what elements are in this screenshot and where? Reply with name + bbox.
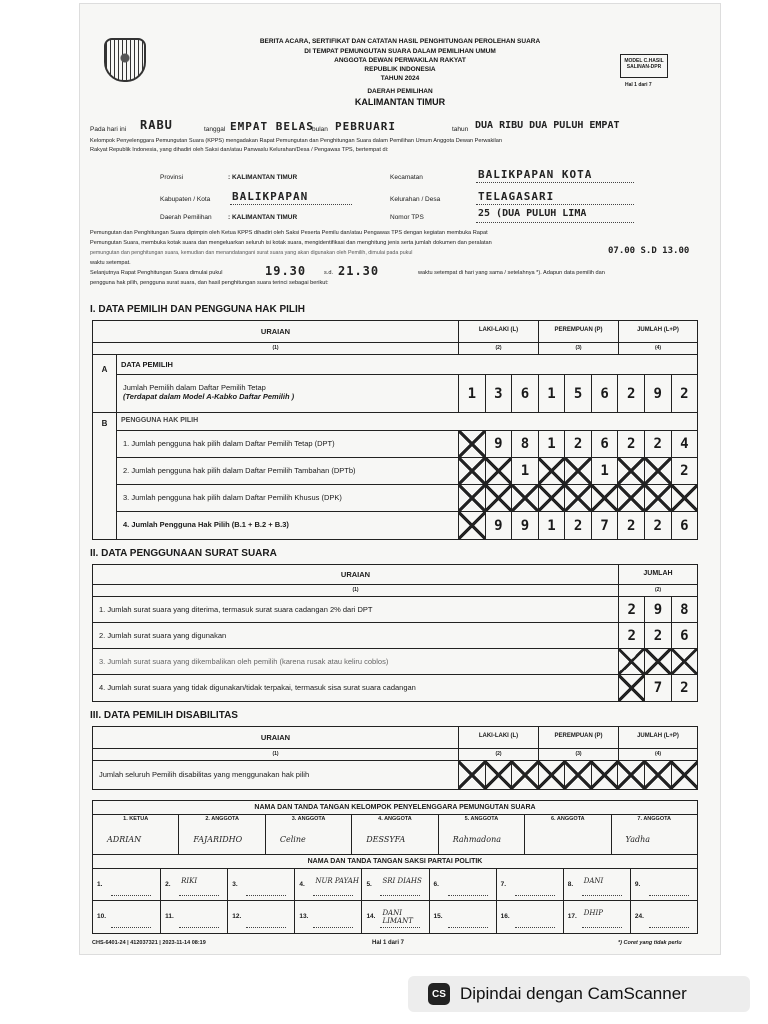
- kpps-signature: Yadha: [625, 835, 651, 844]
- saksi-slot-10: [93, 901, 160, 933]
- a-digit-cell-5: 6: [591, 375, 618, 412]
- s3-digit-cell-0: [459, 761, 485, 789]
- para-4: waktu setempat.: [90, 260, 131, 266]
- b2-digit-cell-7: [644, 458, 671, 484]
- saksi-slot-11: [160, 901, 227, 933]
- s3-digit-cell-3: [538, 761, 565, 789]
- para-5b: waktu setempat di hari yang sama / setelahnya *). Adapun data pemilih dan: [418, 270, 605, 276]
- saksi-number: 14.: [366, 913, 376, 920]
- saksi-slot-5: [361, 869, 428, 901]
- s2r2-digit-cell-2: 6: [671, 623, 697, 648]
- tps-label: Nomor TPS: [390, 214, 424, 221]
- saksi-title: NAMA DAN TANDA TANGAN SAKSI PARTAI POLITIK: [93, 855, 697, 869]
- footer-page: Hal 1 dari 7: [372, 940, 405, 946]
- section2-title: II. DATA PENGGUNAAN SURAT SUARA: [90, 548, 277, 559]
- s2-num1: (1): [93, 585, 619, 597]
- s3-num2: (2): [459, 749, 539, 761]
- kpps-role: 2. ANGGOTA: [205, 816, 239, 822]
- header-line3: ANGGOTA DEWAN PERWAKILAN RAKYAT: [334, 57, 466, 64]
- kpps-member-2: [178, 815, 264, 854]
- kabupaten-value: BALIKPAPAN: [232, 190, 309, 203]
- kecamatan-value: BALIKPAPAN KOTA: [478, 168, 593, 181]
- a-digit-cell-6: 2: [617, 375, 644, 412]
- saksi-signature: DANI: [583, 877, 604, 885]
- b2-digit-cell-8: 2: [671, 458, 698, 484]
- b3-digit-cell-2: [511, 485, 538, 511]
- saksi-number: 4.: [299, 881, 305, 888]
- saksi-number: 8.: [567, 881, 574, 888]
- provinsi-label: Provinsi: [160, 174, 184, 181]
- section2-table: [92, 564, 698, 702]
- kpps-signature: FAJARIDHO: [193, 835, 243, 844]
- document-page: [80, 4, 720, 954]
- s2r3-digit-cell-2: [671, 649, 697, 674]
- start-time: 19.30: [265, 264, 307, 278]
- s2-col-uraian: URAIAN: [93, 565, 619, 585]
- b1-digit-cell-2: 8: [511, 431, 538, 457]
- s2-row-1-digits: [619, 597, 697, 623]
- b3-digit-cell-7: [644, 485, 671, 511]
- saksi-number: 16.: [500, 913, 510, 920]
- tanggal-label: tanggal: [204, 126, 226, 133]
- saksi-number: 11.: [165, 913, 174, 920]
- s2r1-digit-cell-1: 9: [644, 597, 670, 622]
- b3-digit-cell-0: [459, 485, 485, 511]
- s2-num2: (2): [619, 585, 697, 597]
- saksi-number: 6.: [433, 881, 439, 888]
- saksi-number: 9.: [634, 881, 641, 888]
- s2r2-digit-cell-1: 2: [644, 623, 670, 648]
- s2r4-digit-cell-2: 2: [671, 675, 697, 701]
- b1-digit-cell-6: 2: [617, 431, 644, 457]
- s1-a-row1-sub: (Terdapat dalam Model A-Kabko Daftar Pemilih ): [123, 392, 295, 401]
- a-digit-cell-3: 1: [538, 375, 565, 412]
- a-digit-cell-7: 9: [644, 375, 671, 412]
- b1-digit-cell-0: [459, 431, 485, 457]
- s1-col-j: JUMLAH (L+P): [619, 321, 697, 343]
- kpps-title: NAMA DAN TANDA TANGAN KELOMPOK PENYELENGGARA PEMUNGUTAN SUARA: [93, 801, 697, 815]
- kpps-role: 4. ANGGOTA: [378, 816, 412, 822]
- saksi-number: 7.: [500, 881, 507, 888]
- daerah-pemilihan-value: : KALIMANTAN TIMUR: [228, 214, 298, 221]
- s2-col-j: JUMLAH: [619, 565, 697, 585]
- kpps-member-1: [93, 815, 178, 854]
- saksi-slot-3: [227, 869, 294, 901]
- s2-row-3-digits: [619, 649, 697, 675]
- b1-digit-cell-7: 2: [644, 431, 671, 457]
- saksi-slot-2: [160, 869, 227, 901]
- s3-digit-cell-2: [511, 761, 538, 789]
- b4-digit-cell-2: 9: [511, 512, 538, 539]
- s3-digit-cell-5: [591, 761, 618, 789]
- s3-digit-cell-8: [671, 761, 698, 789]
- camscanner-label: Dipindai dengan CamScanner: [460, 984, 687, 1003]
- kpps-role: 1. KETUA: [123, 816, 149, 822]
- b1-digit-cell-3: 1: [538, 431, 565, 457]
- saksi-number: 15.: [433, 913, 443, 920]
- bulan-value: PEBRUARI: [335, 120, 396, 133]
- saksi-number: 10.: [97, 913, 107, 920]
- s3-digit-cell-6: [617, 761, 644, 789]
- kpps-member-7: [611, 815, 697, 854]
- saksi-slot-18: [630, 901, 697, 933]
- b4-digit-cell-6: 2: [617, 512, 644, 539]
- s1-num1: (1): [93, 343, 459, 355]
- a-digit-cell-8: 2: [671, 375, 698, 412]
- header-line1: BERITA ACARA, SERTIFIKAT DAN CATATAN HASIL PENGHITUNGAN PEROLEHAN SUARA: [259, 38, 541, 45]
- s3-num4: (4): [619, 749, 697, 761]
- b4-digit-cell-5: 7: [591, 512, 618, 539]
- b-row-2-digits: [459, 458, 697, 485]
- s1-col-p: PEREMPUAN (P): [539, 321, 619, 343]
- s1-b-label: B: [93, 413, 117, 539]
- b1-digit-cell-4: 2: [564, 431, 591, 457]
- s3-col-j: JUMLAH (L+P): [619, 727, 697, 749]
- s3-digit-cell-1: [485, 761, 512, 789]
- saksi-slot-12: [227, 901, 294, 933]
- saksi-number: 2.: [165, 881, 171, 888]
- b2-digit-cell-0: [459, 458, 485, 484]
- kpps-signature: Celine: [279, 835, 306, 844]
- b2-digit-cell-2: 1: [511, 458, 538, 484]
- para-3: pemungutan dan penghitungan suara, kemudian dan menandatangani surat suara yang akan digunakan oleh Pemilih, dimulai pada pukul: [90, 250, 413, 256]
- s2r1-digit-cell-2: 8: [671, 597, 697, 622]
- saksi-signature: NUR PAYAH: [315, 877, 359, 885]
- kpps-signature: ADRIAN: [107, 835, 142, 844]
- kpps-signature: DESSYFA: [366, 835, 406, 844]
- intro-text2: Rakyat Republik Indonesia, yang dihadiri oleh Saksi dan/atau Panwaslu Kelurahan/Desa / Pengawas TPS, bertempat di:: [90, 147, 389, 153]
- saksi-signature: SRI DIAHS: [382, 877, 422, 885]
- intro-text1: Kelompok Penyelenggara Pemungutan Suara (KPPS) mengadakan Rapat Pemungutan dan Penghitungan Suara dalam Pemilihan Umum Anggota Dewan Perwakilan: [90, 138, 503, 144]
- kpps-signature: Rahmadona: [452, 835, 502, 844]
- kpps-role: 5. ANGGOTA: [464, 816, 499, 822]
- saksi-slot-17: [563, 901, 630, 933]
- saksi-signature: RIKI: [181, 877, 198, 885]
- para-3-time: 07.00 S.D 13.00: [608, 246, 690, 256]
- s2-row-4-label: 4. Jumlah surat suara yang tidak digunakan/tidak terpakai, termasuk sisa surat suara cadangan: [93, 675, 619, 701]
- b1-digit-cell-8: 4: [671, 431, 698, 457]
- header-line4: REPUBLIK INDONESIA: [364, 66, 436, 73]
- s3-col-uraian: URAIAN: [93, 727, 459, 749]
- b2-digit-cell-5: 1: [591, 458, 618, 484]
- tanggal-value: EMPAT BELAS: [230, 120, 314, 133]
- hari-value: RABU: [140, 118, 173, 132]
- s1-a-row1: [117, 375, 459, 413]
- saksi-number: 24.: [634, 913, 644, 920]
- a-digit-cell-2: 6: [511, 375, 538, 412]
- s2r4-digit-cell-1: 7: [644, 675, 670, 701]
- provinsi-value: : KALIMANTAN TIMUR: [228, 174, 298, 181]
- saksi-signature: DANI LIMANT: [382, 909, 413, 925]
- s1-col-uraian: URAIAN: [93, 321, 459, 343]
- saksi-number: 13.: [299, 913, 309, 920]
- b3-digit-cell-5: [591, 485, 618, 511]
- sd-label: s.d.: [324, 270, 334, 276]
- s2r4-digit-cell-0: [619, 675, 644, 701]
- b3-digit-cell-6: [617, 485, 644, 511]
- s2-row-3-label: 3. Jumlah surat suara yang dikembalikan oleh pemilih (karena rusak atau keliru coblos): [93, 649, 619, 675]
- saksi-slot-13: [294, 901, 361, 933]
- footer-note: *) Coret yang tidak perlu: [618, 940, 682, 946]
- s2r2-digit-cell-0: 2: [627, 627, 636, 644]
- b3-digit-cell-1: [485, 485, 512, 511]
- s2-row-1-label: 1. Jumlah surat suara yang diterima, termasuk surat suara cadangan 2% dari DPT: [93, 597, 619, 623]
- para-6: pengguna hak pilih, pengguna surat suara, dan hasil penghitungan suara terinci sebagai berikut:: [90, 280, 329, 286]
- kpps-role: 6. ANGGOTA: [551, 816, 585, 822]
- s3-col-p: PEREMPUAN (P): [539, 727, 619, 749]
- section1-table: [92, 320, 698, 540]
- saksi-number: 5.: [366, 881, 372, 888]
- kpps-role: 7. ANGGOTA: [637, 816, 672, 822]
- b3-digit-cell-4: [564, 485, 591, 511]
- page-top: Hal 1 dari 7: [625, 82, 652, 88]
- saksi-number: 17.: [567, 913, 577, 920]
- camscanner-watermark: [408, 976, 750, 1012]
- a-digit-cell-0: 1: [467, 385, 476, 402]
- kpps-member-6: [524, 815, 610, 854]
- saksi-slot-6: [429, 869, 496, 901]
- para-2: Pemungutan Suara, membuka kotak suara dan mengeluarkan seluruh isi kotak suara, mengidentifikasi dan menghitung jenis serta jumlah dokumen dan peralatan: [90, 240, 492, 246]
- s3-num3: (3): [539, 749, 619, 761]
- b4-digit-cell-8: 6: [671, 512, 698, 539]
- a-digit-cell-4: 5: [564, 375, 591, 412]
- s2-row-4-digits: [619, 675, 697, 701]
- s1-num2: (2): [459, 343, 539, 355]
- saksi-number: 1.: [97, 881, 103, 888]
- para-1: Pemungutan dan Penghitungan Suara dipimpin oleh Ketua KPPS dihadiri oleh Saksi Peserta Pemilu dan/atau Pengawas TPS dengan kegiatan membuka Rapat: [90, 230, 488, 236]
- footer-code: CHS-6401-24 | 412037321 | 2023-11-14 08:19: [92, 940, 206, 946]
- s1-num3: (3): [539, 343, 619, 355]
- b3-digit-cell-3: [538, 485, 565, 511]
- saksi-slot-7: [496, 869, 563, 901]
- bulan-label: bulan: [312, 126, 328, 133]
- kabupaten-label: Kabupaten / Kota: [160, 196, 211, 203]
- b2-digit-cell-6: [617, 458, 644, 484]
- b-row-3-digits: [459, 485, 697, 512]
- s2r3-digit-cell-1: [644, 649, 670, 674]
- kpps-member-3: [265, 815, 351, 854]
- b1-digit-cell-1: 9: [485, 431, 512, 457]
- b-row-3-label: 3. Jumlah pengguna hak pilih dalam Daftar Pemilih Khusus (DPK): [117, 485, 459, 512]
- b4-digit-cell-0: [459, 512, 485, 539]
- s1-a-row1-label: Jumlah Pemilih dalam Daftar Pemilih Tetap: [123, 383, 266, 392]
- model-box: MODEL C.HASIL SALINAN-DPR: [620, 54, 668, 78]
- b1-digit-cell-5: 6: [591, 431, 618, 457]
- b-row-1-label: 1. Jumlah pengguna hak pilih dalam Daftar Pemilih Tetap (DPT): [117, 431, 459, 458]
- end-time: 21.30: [338, 264, 380, 278]
- daerah-title: KALIMANTAN TIMUR: [354, 97, 446, 107]
- s1-b-title: PENGGUNA HAK PILIH: [117, 413, 697, 431]
- kelurahan-label: Kelurahan / Desa: [390, 196, 441, 203]
- b4-digit-cell-4: 2: [564, 512, 591, 539]
- b4-digit-cell-7: 2: [644, 512, 671, 539]
- kpps-member-5: [438, 815, 524, 854]
- s2r1-digit-cell-0: 2: [627, 601, 636, 618]
- b-row-4-label: 4. Jumlah Pengguna Hak Pilih (B.1 + B.2 + B.3): [117, 512, 459, 539]
- s1-num4: (4): [619, 343, 697, 355]
- b4-digit-cell-3: 1: [538, 512, 565, 539]
- b-row-1-digits: [459, 431, 697, 458]
- b2-digit-cell-3: [538, 458, 565, 484]
- kecamatan-label: Kecamatan: [390, 174, 423, 181]
- kpps-role: 3. ANGGOTA: [291, 816, 326, 822]
- header-line5: TAHUN 2024: [380, 75, 420, 82]
- b-row-2-label: 2. Jumlah pengguna hak pilih dalam Daftar Pemilih Tambahan (DPTb): [117, 458, 459, 485]
- s2-row-2-label: 2. Jumlah surat suara yang digunakan: [93, 623, 619, 649]
- section3-title: III. DATA PEMILIH DISABILITAS: [90, 710, 238, 721]
- pada-hari-label: Pada hari ini: [90, 126, 127, 133]
- s2-row-2-digits: [619, 623, 697, 649]
- tahun-label: tahun: [452, 126, 469, 133]
- saksi-slot-9: [630, 869, 697, 901]
- tahun-value: DUA RIBU DUA PULUH EMPAT: [475, 120, 620, 131]
- camscanner-logo-icon: CS: [428, 983, 450, 1005]
- daerah-label: DAERAH PEMILIHAN: [367, 88, 433, 95]
- kpps-member-4: [351, 815, 437, 854]
- s1-a-digits: [459, 375, 697, 413]
- daerah-pemilihan-label: Daerah Pemilihan: [160, 214, 212, 221]
- saksi-slot-4: [294, 869, 361, 901]
- tps-value: 25 (DUA PULUH LIMA: [478, 208, 587, 219]
- saksi-slot-1: [93, 869, 160, 901]
- b-row-4-digits: [459, 512, 697, 539]
- saksi-number: 3.: [232, 881, 238, 888]
- s3-digit-cell-4: [564, 761, 591, 789]
- para-5: Selanjutnya Rapat Penghitungan Suara dimulai pukul: [90, 270, 223, 276]
- s3-col-l: LAKI-LAKI (L): [459, 727, 539, 749]
- b2-digit-cell-4: [564, 458, 591, 484]
- saksi-slot-16: [496, 901, 563, 933]
- saksi-slot-14: [361, 901, 428, 933]
- s3-row: Jumlah seluruh Pemilih disabilitas yang menggunakan hak pilih: [93, 761, 459, 789]
- signature-table: [92, 800, 698, 934]
- s3-digit-cell-7: [644, 761, 671, 789]
- s1-a-title: DATA PEMILIH: [117, 355, 697, 375]
- kelurahan-value: TELAGASARI: [478, 190, 555, 203]
- header-line2: DI TEMPAT PEMUNGUTAN SUARA DALAM PEMILIHAN UMUM: [304, 48, 496, 55]
- b3-digit-cell-8: [671, 485, 698, 511]
- b2-digit-cell-1: [485, 458, 512, 484]
- b4-digit-cell-1: 9: [485, 512, 512, 539]
- saksi-slot-8: [563, 869, 630, 901]
- a-digit-cell-1: 3: [485, 375, 512, 412]
- saksi-signature: DHIP: [583, 909, 603, 917]
- saksi-slot-15: [429, 901, 496, 933]
- s2r3-digit-cell-0: [619, 649, 644, 674]
- section3-table: [92, 726, 698, 790]
- section1-title: I. DATA PEMILIH DAN PENGGUNA HAK PILIH: [90, 304, 305, 315]
- s3-digits: [459, 761, 697, 789]
- s1-col-l: LAKI-LAKI (L): [459, 321, 539, 343]
- s3-num1: (1): [93, 749, 459, 761]
- s1-a-label: A: [93, 355, 117, 413]
- saksi-number: 12.: [232, 913, 242, 920]
